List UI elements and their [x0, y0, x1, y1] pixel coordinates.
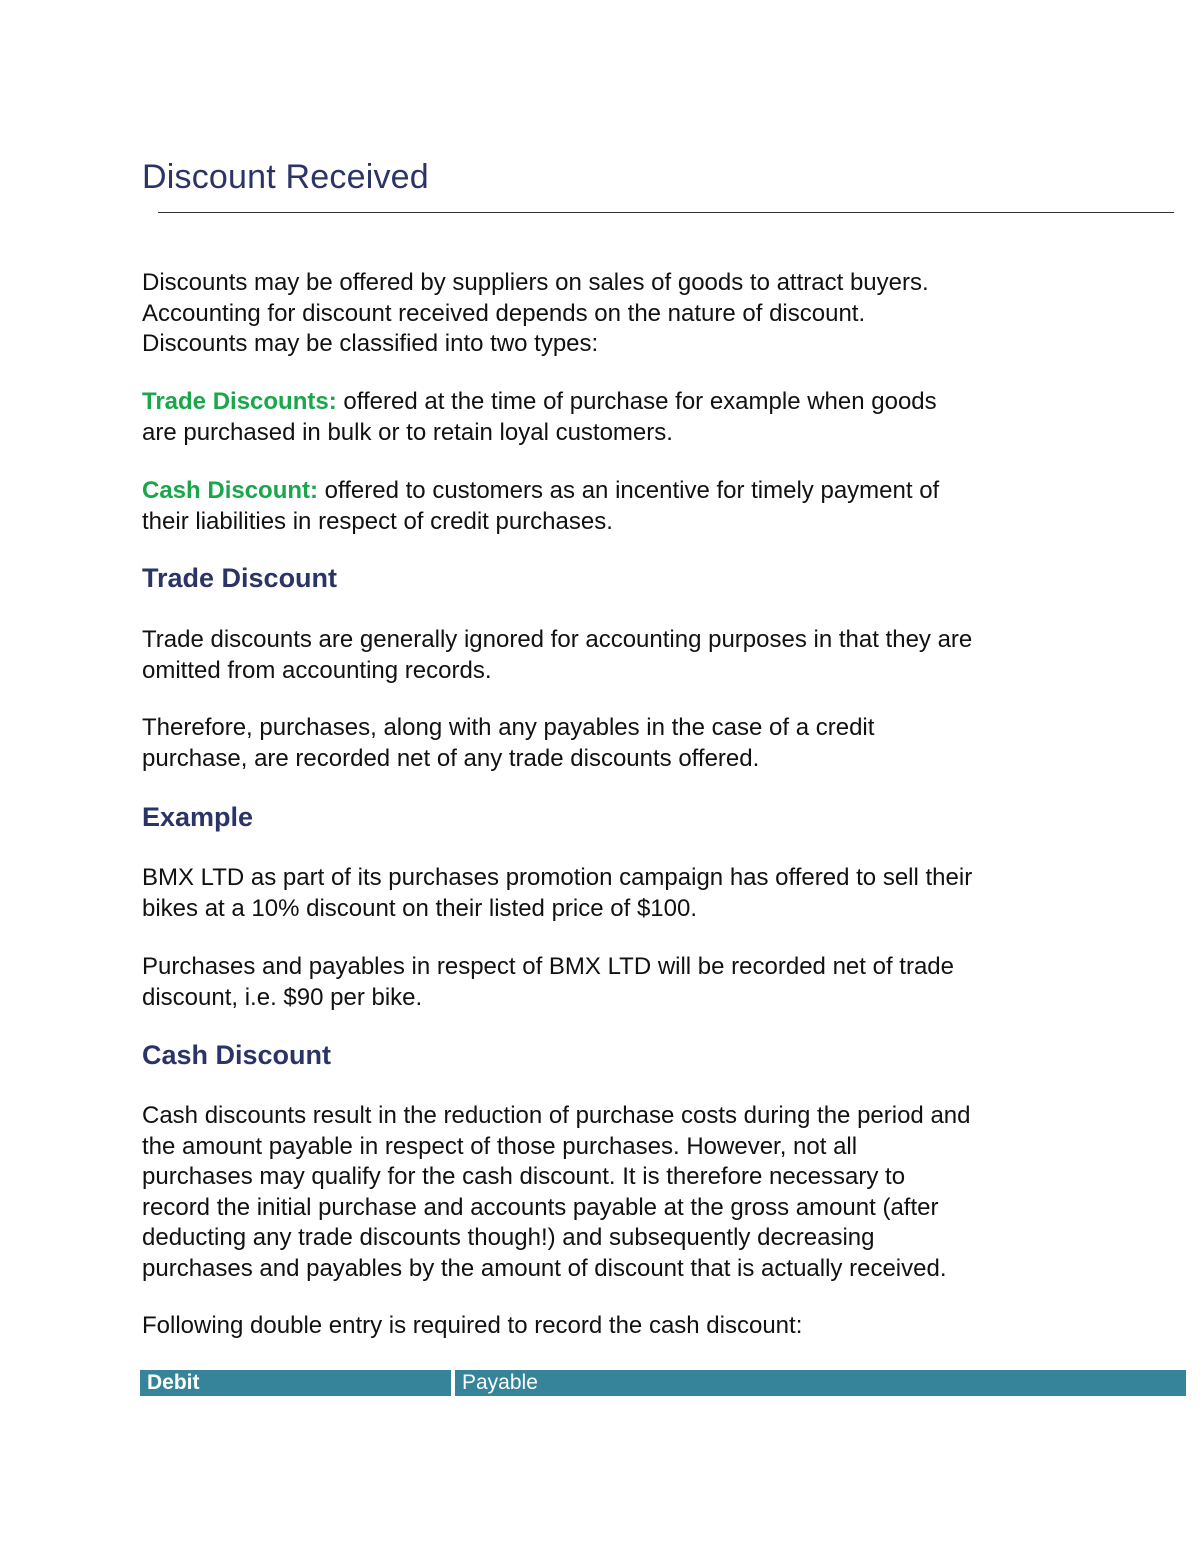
cash-p1-line-3: purchases may qualify for the cash discount. It is therefore necessary to [142, 1163, 906, 1190]
intro-line-1: Discounts may be offered by suppliers on sales of goods to attract buyers. [142, 269, 929, 296]
cash-p1-line-5: deducting any trade discounts though!) and subsequently decreasing [142, 1224, 875, 1251]
page-title: Discount Received [142, 158, 429, 196]
example-p1-line-1: BMX LTD as part of its purchases promotion campaign has offered to sell their [142, 864, 973, 891]
intro-line-3: Discounts may be classified into two types: [142, 330, 599, 357]
cash-discount-label: Cash Discount: [142, 477, 319, 504]
cash-p1-line-4: record the initial purchase and accounts payable at the gross amount (after [142, 1193, 939, 1221]
cash-p1-line-2: the amount payable in respect of those purchases. However, not all [142, 1132, 858, 1160]
example-p1-line-2: bikes at a 10% discount on their listed price of $100. [142, 894, 697, 922]
cash-def-line-2: their liabilities in respect of credit purchases. [142, 507, 613, 535]
cash-def-line-1: offered to customers as an incentive for timely payment of [318, 477, 940, 504]
trade-def-line-2: are purchased in bulk or to retain loyal customers. [142, 418, 673, 446]
example-paragraph-1 [142, 863, 1102, 924]
trade-paragraph-1 [142, 625, 1102, 686]
cash-paragraph-1 [142, 1101, 1102, 1284]
example-p2-line-2: discount, i.e. $90 per bike. [142, 983, 423, 1011]
cash-discount-heading: Cash Discount [142, 1040, 332, 1070]
trade-paragraph-2 [142, 713, 1102, 774]
title-divider [158, 212, 1174, 213]
trade-discounts-label: Trade Discounts: [142, 388, 337, 415]
trade-p2-line-1: Therefore, purchases, along with any payables in the case of a credit [142, 714, 875, 741]
cash-paragraph-2: Following double entry is required to record the cash discount: [142, 1312, 803, 1339]
trade-p2-line-2: purchase, are recorded net of any trade discounts offered. [142, 744, 760, 772]
example-paragraph-2 [142, 952, 1102, 1013]
cash-p1-line-6: purchases and payables by the amount of discount that is actually received. [142, 1254, 947, 1282]
debit-account-cell: Payable [455, 1370, 1186, 1396]
intro-line-2: Accounting for discount received depends on the nature of discount. [142, 299, 866, 327]
intro-paragraph [142, 268, 1102, 360]
cash-p1-line-1: Cash discounts result in the reduction of purchase costs during the period and [142, 1102, 971, 1129]
example-heading: Example [142, 802, 254, 832]
cash-discount-definition [142, 476, 1102, 537]
trade-p1-line-2: omitted from accounting records. [142, 656, 492, 684]
double-entry-table-row [140, 1370, 1186, 1396]
trade-p1-line-1: Trade discounts are generally ignored for accounting purposes in that they are [142, 626, 973, 653]
trade-def-line-1: offered at the time of purchase for example when goods [336, 388, 937, 415]
trade-discount-definition [142, 387, 1102, 448]
trade-discount-heading: Trade Discount [142, 563, 338, 593]
example-p2-line-1: Purchases and payables in respect of BMX LTD will be recorded net of trade [142, 953, 954, 980]
debit-label-cell: Debit [140, 1370, 451, 1396]
